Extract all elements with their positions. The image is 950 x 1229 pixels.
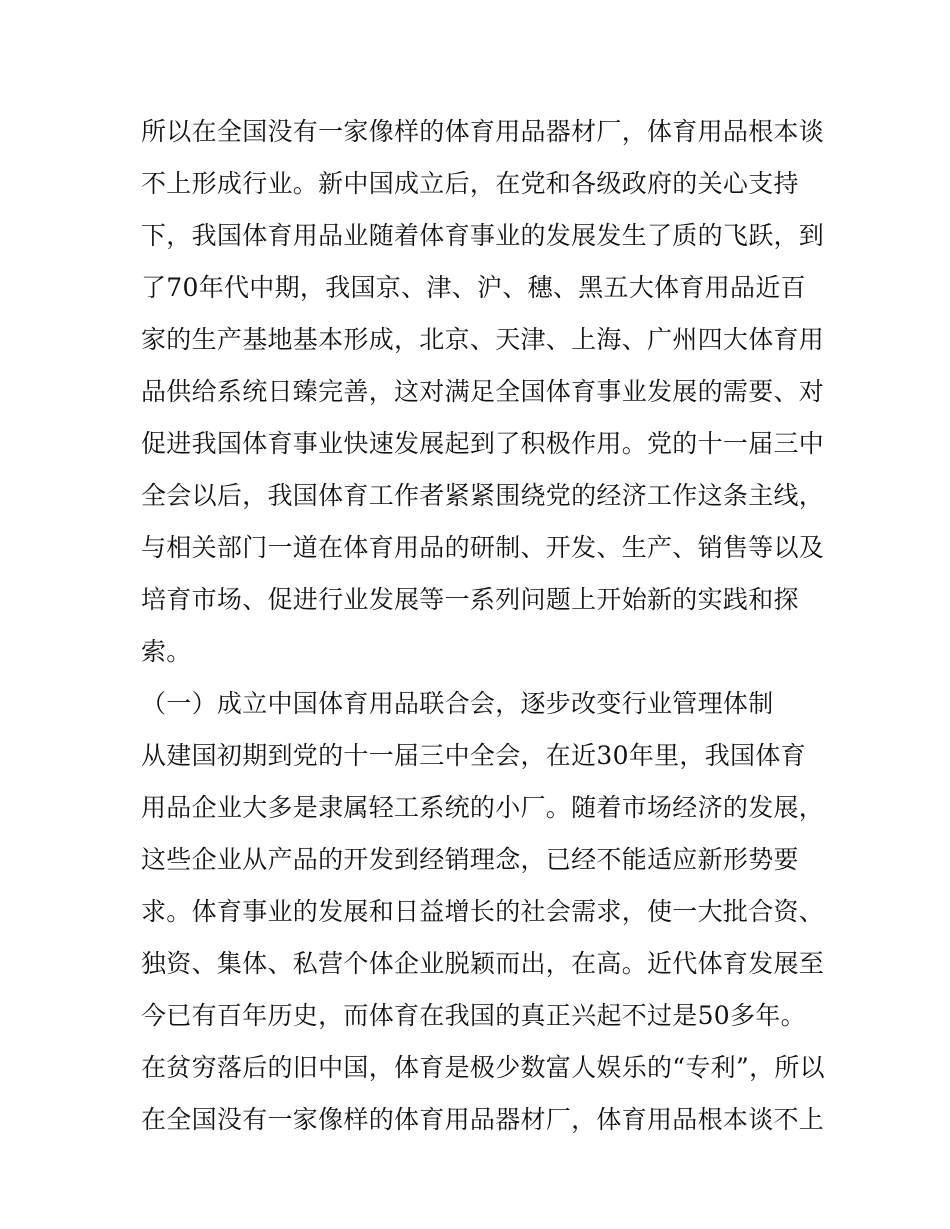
text-line: 在全国没有一家像样的体育用品器材厂，体育用品根本谈不上: [141, 1105, 825, 1134]
text-line: 用品企业大多是隶属轻工系统的小厂。随着市场经济的发展，: [141, 793, 825, 822]
text-line: 不上形成行业。新中国成立后，在党和各级政府的关心支持: [141, 169, 799, 198]
text-line: 全会以后，我国体育工作者紧紧围绕党的经济工作这条主线，: [141, 481, 825, 510]
text-line: 求。体育事业的发展和日益增长的社会需求，使一大批合资、: [141, 897, 825, 926]
body-text: [141, 106, 825, 1146]
text-line: 品供给系统日臻完善，这对满足全国体育事业发展的需要、对: [141, 377, 825, 406]
text-line: 下，我国体育用品业随着体育事业的发展发生了质的飞跃，到: [141, 221, 825, 250]
text-line: 所以在全国没有一家像样的体育用品器材厂，体育用品根本谈: [141, 117, 825, 146]
text-line: 培育市场、促进行业发展等一系列问题上开始新的实践和探: [141, 585, 799, 614]
text-line: 独资、集体、私营个体企业脱颖而出，在高。近代体育发展至: [141, 949, 825, 978]
section-heading: （一）成立中国体育用品联合会，逐步改变行业管理体制: [141, 689, 774, 718]
text-line: 家的生产基地基本形成，北京、天津、上海、广州四大体育用: [141, 325, 825, 354]
text-line: 这些企业从产品的开发到经销理念，已经不能适应新形势要: [141, 845, 799, 874]
text-line: 今已有百年历史，而体育在我国的真正兴起不过是50多年。: [141, 1001, 806, 1030]
text-line: 促进我国体育事业快速发展起到了积极作用。党的十一届三中: [141, 429, 825, 458]
text-line: 了70年代中期，我国京、津、沪、穗、黑五大体育用品近百: [141, 273, 806, 302]
text-line: 索。: [141, 637, 192, 666]
text-line: 从建国初期到党的十一届三中全会，在近30年里，我国体育: [141, 741, 806, 770]
text-line: 在贫穷落后的旧中国，体育是极少数富人娱乐的“专利”，所以: [141, 1053, 825, 1082]
text-line: 与相关部门一道在体育用品的研制、开发、生产、销售等以及: [141, 533, 825, 562]
